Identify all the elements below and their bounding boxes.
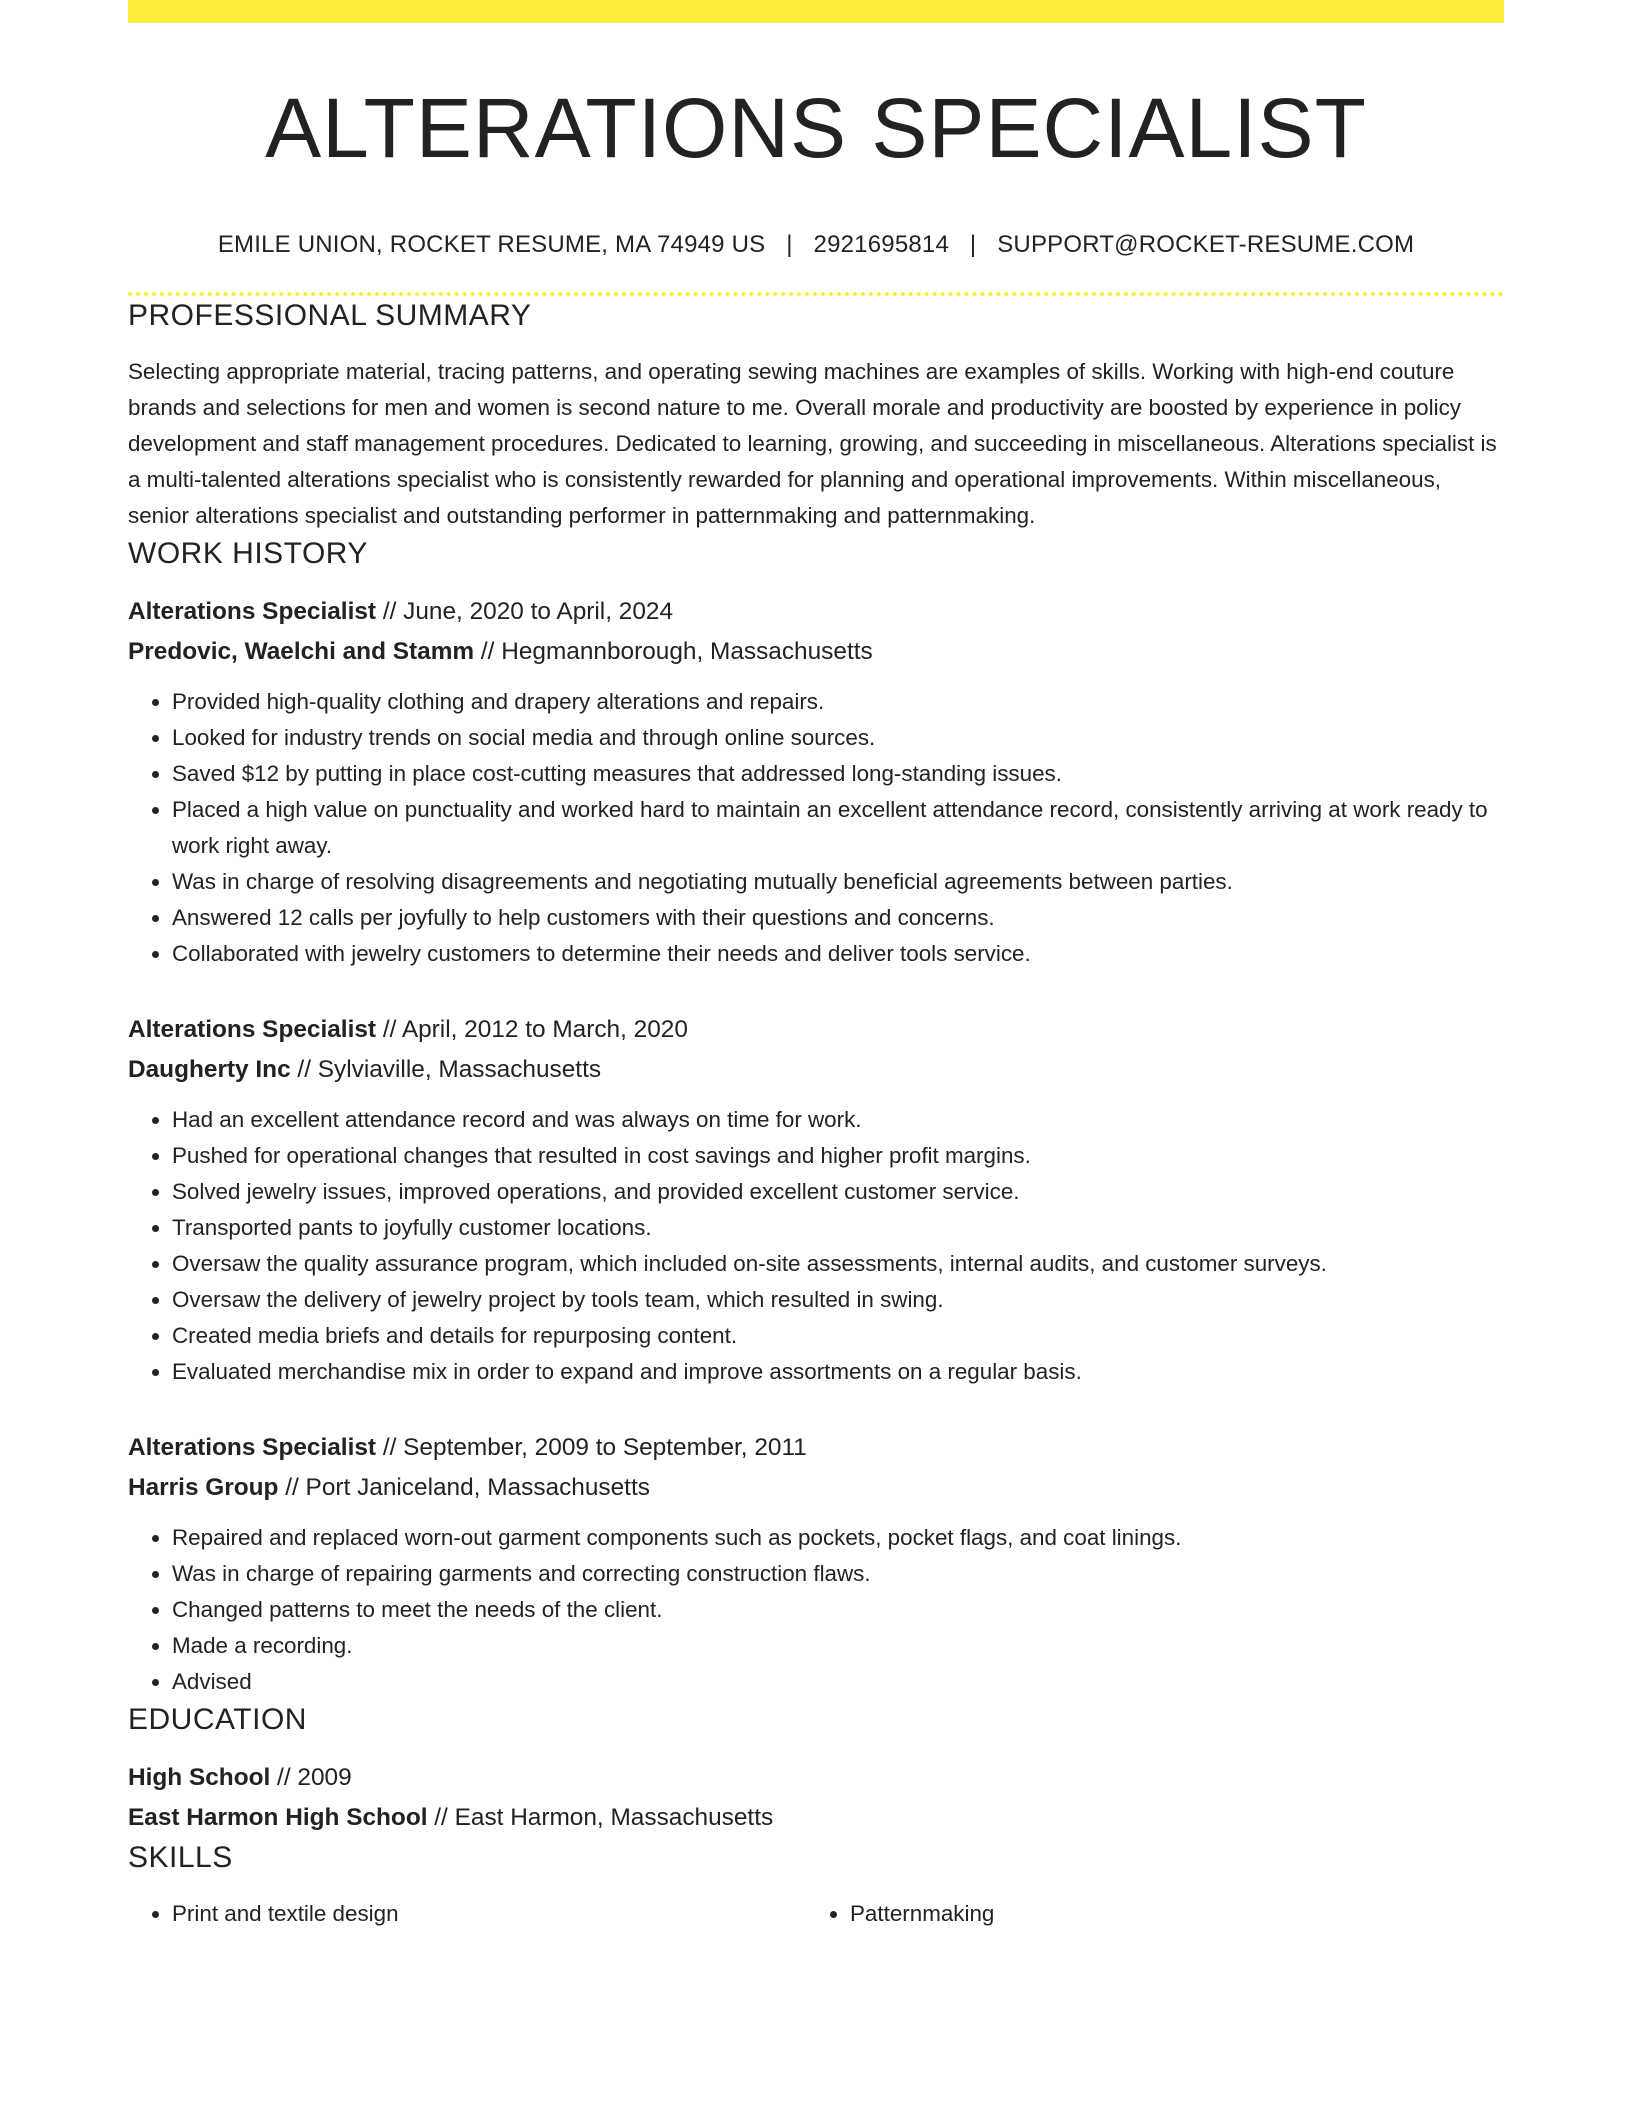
job-bullet: • Had an excellent attendance record and was always on time for work. bbox=[172, 1102, 1504, 1138]
skills-heading: SKILLS bbox=[128, 1841, 233, 1874]
job-bullet: • Transported pants to joyfully customer locations. bbox=[172, 1210, 1504, 1246]
resume-content bbox=[128, 0, 1504, 1932]
job-bullets bbox=[128, 1520, 1504, 1700]
summary-heading: PROFESSIONAL SUMMARY bbox=[128, 299, 532, 332]
job-bullet: • Repaired and replaced worn-out garment components such as pockets, pocket flags, and coat linings. bbox=[172, 1520, 1504, 1556]
contact-email: SUPPORT@ROCKET-RESUME.COM bbox=[997, 231, 1415, 258]
job-company-line bbox=[128, 1468, 1504, 1508]
job-dates: // June, 2020 to April, 2024 bbox=[376, 598, 674, 625]
job-role-line bbox=[128, 592, 1504, 632]
summary-text: Selecting appropriate material, tracing patterns, and operating sewing machines are examples of skills. Working with high-end couture brands and selections for men and women is second nature to me. Overall morale and productivity are boosted by experience in policy development and staff management procedures. Dedicated to learning, growing, and succeeding in miscellaneous. Alterations specialist is a multi-talented alterations specialist who is consistently rewarded for planning and operational improvements. Within miscellaneous, senior alterations specialist and outstanding performer in patternmaking and patternmaking. bbox=[128, 359, 1497, 528]
education-year: // 2009 bbox=[270, 1764, 352, 1791]
job-bullet: • Changed patterns to meet the needs of the client. bbox=[172, 1592, 1504, 1628]
job-bullet: • Oversaw the quality assurance program, which included on-site assessments, internal audits, and customer surveys. bbox=[172, 1246, 1504, 1282]
job-entry bbox=[128, 1010, 1504, 1390]
job-bullet: • Solved jewelry issues, improved operations, and provided excellent customer service. bbox=[172, 1174, 1504, 1210]
job-entry bbox=[128, 1428, 1504, 1700]
skills-list bbox=[128, 1896, 1504, 1932]
job-location: // Port Janiceland, Massachusetts bbox=[278, 1474, 650, 1501]
skills-column-left bbox=[128, 1896, 806, 1932]
contact-address: EMILE UNION, ROCKET RESUME, MA 74949 US bbox=[217, 231, 766, 258]
skill-item: • Print and textile design bbox=[172, 1896, 806, 1932]
skills-column-right bbox=[806, 1896, 1484, 1932]
job-location: // Sylviaville, Massachusetts bbox=[290, 1056, 602, 1083]
job-role: Alterations Specialist bbox=[128, 1016, 377, 1043]
job-entry bbox=[128, 592, 1504, 972]
education-school-line bbox=[128, 1798, 1504, 1838]
job-role: Alterations Specialist bbox=[128, 1434, 377, 1461]
job-bullet: • Placed a high value on punctuality and worked hard to maintain an excellent attendance record, consistently arriving at work ready to work right away. bbox=[172, 792, 1504, 864]
work-history-heading: WORK HISTORY bbox=[128, 537, 368, 570]
job-bullet: • Collaborated with jewelry customers to determine their needs and deliver tools service. bbox=[172, 936, 1504, 972]
job-bullet: • Was in charge of resolving disagreements and negotiating mutually beneficial agreements between parties. bbox=[172, 864, 1504, 900]
contact-line bbox=[128, 230, 1504, 260]
job-role-line bbox=[128, 1010, 1504, 1050]
education-degree-line bbox=[128, 1758, 1504, 1798]
job-bullet: • Evaluated merchandise mix in order to expand and improve assortments on a regular basis. bbox=[172, 1354, 1504, 1390]
job-bullet: • Created media briefs and details for repurposing content. bbox=[172, 1318, 1504, 1354]
job-dates: // April, 2012 to March, 2020 bbox=[376, 1016, 688, 1043]
job-company: Predovic, Waelchi and Stamm bbox=[128, 638, 475, 665]
education-degree: High School bbox=[128, 1764, 271, 1791]
job-bullets bbox=[128, 684, 1504, 972]
job-role: Alterations Specialist bbox=[128, 598, 377, 625]
job-company-line bbox=[128, 1050, 1504, 1090]
job-bullet: • Oversaw the delivery of jewelry project by tools team, which resulted in swing. bbox=[172, 1282, 1504, 1318]
job-bullet: • Saved $12 by putting in place cost-cutting measures that addressed long-standing issues. bbox=[172, 756, 1504, 792]
job-bullet: • Pushed for operational changes that resulted in cost savings and higher profit margins. bbox=[172, 1138, 1504, 1174]
job-bullet: • Made a recording. bbox=[172, 1628, 1504, 1664]
job-bullet: • Answered 12 calls per joyfully to help customers with their questions and concerns. bbox=[172, 900, 1504, 936]
job-location: // Hegmannborough, Massachusetts bbox=[474, 638, 873, 665]
resume-title: ALTERATIONS SPECIALIST bbox=[265, 81, 1367, 175]
contact-separator: | bbox=[969, 231, 977, 258]
contact-phone: 2921695814 bbox=[813, 231, 950, 258]
job-bullet: • Provided high-quality clothing and drapery alterations and repairs. bbox=[172, 684, 1504, 720]
job-company: Daugherty Inc bbox=[128, 1056, 291, 1083]
job-bullets bbox=[128, 1102, 1504, 1390]
job-bullet: • Was in charge of repairing garments and correcting construction flaws. bbox=[172, 1556, 1504, 1592]
job-bullet: • Looked for industry trends on social media and through online sources. bbox=[172, 720, 1504, 756]
education-entry bbox=[128, 1758, 1504, 1838]
job-dates: // September, 2009 to September, 2011 bbox=[376, 1434, 807, 1461]
job-company-line bbox=[128, 632, 1504, 672]
job-company: Harris Group bbox=[128, 1474, 279, 1501]
education-location: // East Harmon, Massachusetts bbox=[427, 1804, 774, 1831]
job-role-line bbox=[128, 1428, 1504, 1468]
education-school: East Harmon High School bbox=[128, 1804, 428, 1831]
education-heading: EDUCATION bbox=[128, 1703, 307, 1736]
skill-item: • Patternmaking bbox=[850, 1896, 1484, 1932]
job-bullet: • Advised bbox=[172, 1664, 1504, 1700]
contact-separator: | bbox=[786, 231, 793, 258]
